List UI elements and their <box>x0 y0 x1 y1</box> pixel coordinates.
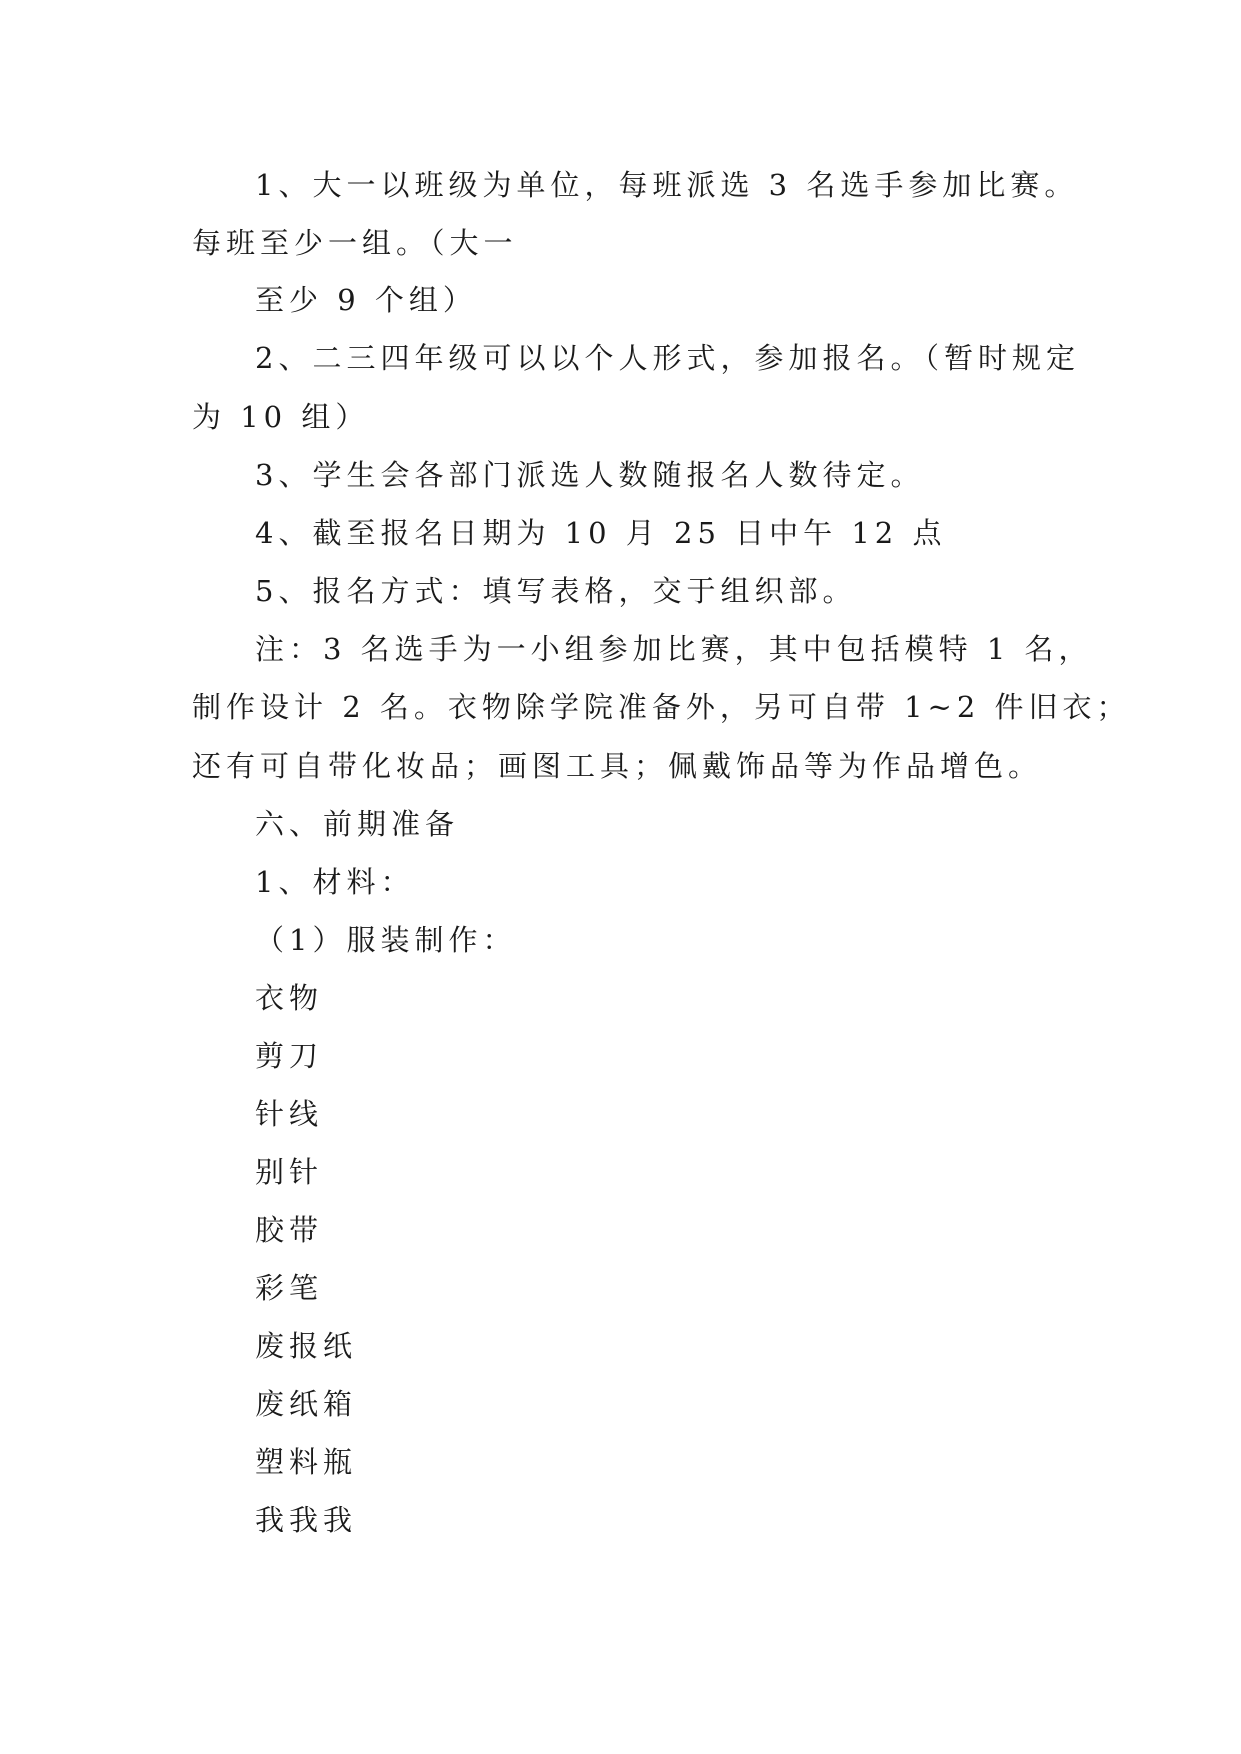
list-item: 针线 <box>255 1097 324 1131</box>
list-item: 别针 <box>255 1155 324 1189</box>
section-heading: 六、前期准备 <box>255 807 460 841</box>
subheading-clothing: （1）服装制作： <box>255 923 517 957</box>
list-item: 塑料瓶 <box>255 1445 358 1479</box>
list-item: 胶带 <box>255 1213 324 1247</box>
materials-heading: 1、材料： <box>255 865 415 899</box>
paragraph-5: 5、报名方式：填写表格，交于组织部。 <box>255 574 857 608</box>
list-item: 废纸箱 <box>255 1387 358 1421</box>
paragraph-1-line-3: 至少 9 个组） <box>255 283 477 317</box>
list-item: 彩笔 <box>255 1271 324 1305</box>
paragraph-2-line-1: 2、二三四年级可以以个人形式，参加报名。（暂时规定 <box>255 341 1080 375</box>
paragraph-1-line-1: 1、大一以班级为单位，每班派选 3 名选手参加比赛。 <box>255 168 1079 202</box>
list-item: 衣物 <box>255 981 324 1015</box>
paragraph-2-line-2: 为 10 组） <box>192 400 370 434</box>
list-item: 剪刀 <box>255 1039 324 1073</box>
paragraph-1-line-2: 每班至少一组。（大一 <box>192 226 518 260</box>
note-line-1: 注：3 名选手为一小组参加比赛，其中包括模特 1 名， <box>255 632 1093 666</box>
note-line-2: 制作设计 2 名。衣物除学院准备外，另可自带 1~2 件旧衣； <box>192 690 1131 724</box>
paragraph-4: 4、截至报名日期为 10 月 25 日中午 12 点 <box>255 516 947 550</box>
note-line-3: 还有可自带化妆品；画图工具；佩戴饰品等为作品增色。 <box>192 749 1043 783</box>
list-item: 废报纸 <box>255 1329 358 1363</box>
list-item: 我我我 <box>255 1503 358 1537</box>
paragraph-3: 3、学生会各部门派选人数随报名人数待定。 <box>255 458 925 492</box>
